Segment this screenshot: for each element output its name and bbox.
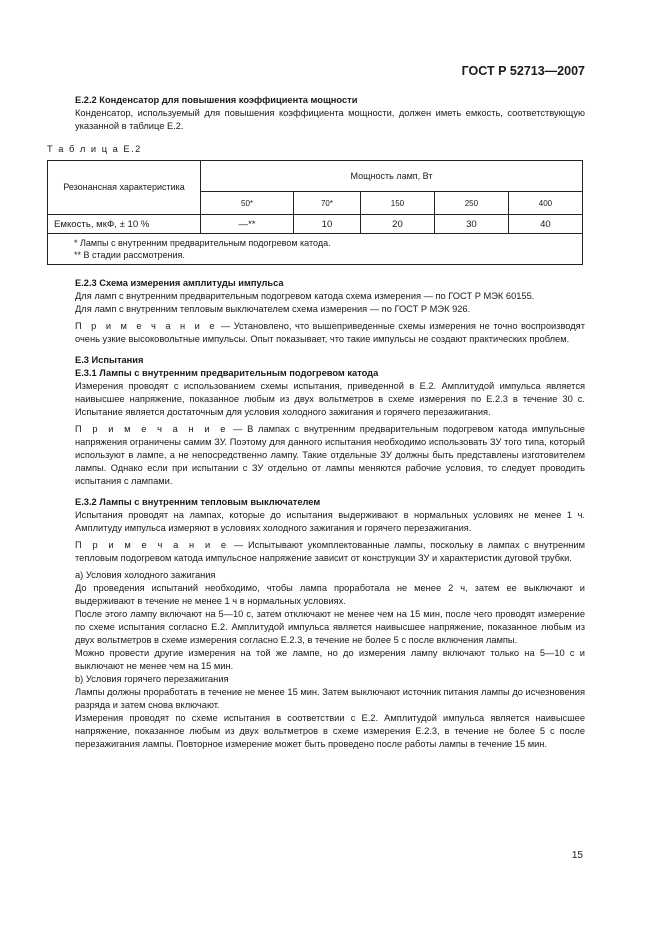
capacitance-table xyxy=(47,160,583,265)
cold-start-title: а) Условия холодного зажигания xyxy=(75,570,216,580)
document-code: ГОСТ Р 52713—2007 xyxy=(461,64,585,78)
table-col-150: 150 xyxy=(360,192,434,215)
cold-start-p2: После этого лампу включают на 5—10 с, затем отключают не менее чем на 15 мин, после чего проводят измерение по схеме испытания согласно Е.2. Амплитудой импульса является наивысшее напряжение, показанное любым из двух вольтметров в схеме измерения согласно Е.2.3, в течение не более 5 с после включения лампы. xyxy=(75,609,585,645)
table-cell: —** xyxy=(201,215,294,234)
cold-start-p3: Можно провести другие измерения на той же лампе, но до измерения лампу включают только на 5—10 с и выключают не менее чем на 15 мин. xyxy=(75,648,585,671)
section-e23-heading: Е.2.3 Схема измерения амплитуды импульса xyxy=(75,278,284,288)
page-number: 15 xyxy=(571,850,583,861)
table-col-70: 70* xyxy=(294,192,361,215)
table-head-power: Мощность ламп, Вт xyxy=(201,161,583,192)
table-footnote-2: ** В стадии рассмотрения. xyxy=(74,250,185,260)
cold-start-p1: До проведения испытаний необходимо, чтобы лампа проработала не менее 2 ч, затем ее выключают и выдерживают в течение не менее 1 ч в нормальных условиях. xyxy=(75,583,585,606)
note-text: — Испытывают укомплектованные лампы, поскольку в лампах с внутренним тепловым подогревом катода импульсное напряжение зависит от конструкции ЗУ и характеристик дуговой трубки. xyxy=(75,540,585,563)
section-e23-note xyxy=(75,320,585,346)
section-e32-heading: Е.3.2 Лампы с внутренним тепловым выключателем xyxy=(75,497,321,507)
table-cell: 40 xyxy=(508,215,582,234)
table-col-400: 400 xyxy=(508,192,582,215)
note-prefix: П р и м е ч а н и е xyxy=(75,540,230,550)
hot-restart-title: b) Условия горячего перезажигания xyxy=(75,674,229,684)
table-footnotes xyxy=(48,234,583,265)
hot-restart-p1: Лампы должны проработать в течение не менее 15 мин. Затем выключают источник питания лампы до исчезновения разряда и затем снова включают. xyxy=(75,687,585,710)
section-e22-heading: Е.2.2 Конденсатор для повышения коэффициента мощности xyxy=(75,95,358,105)
section-e3-heading: Е.3 Испытания xyxy=(75,355,144,365)
table-cell: 20 xyxy=(360,215,434,234)
note-prefix: П р и м е ч а н и е xyxy=(75,424,229,434)
section-e31-heading: Е.3.1 Лампы с внутренним предварительным подогревом катода xyxy=(75,368,379,378)
table-col-250: 250 xyxy=(434,192,508,215)
section-e31-note xyxy=(75,423,585,488)
section-e32-p1: Испытания проводят на лампах, которые до испытания выдерживают в нормальных условиях не менее 1 ч. Амплитуду импульса измеряют в условиях холодного зажигания и горячего перезажигания. xyxy=(75,510,585,533)
note-text: — В лампах с внутренним предварительным подогревом катода импульсные напряжения ограничены самим ЗУ. Поэтому для данного испытания необходимо использовать ЗУ того типа, который используют в лампе, а не непосредственно лампу. Такие отдельные ЗУ должны быть представлены изготовителем лампы. Однако если при испытании с ЗУ отдельно от лампы меняются рабочие условия, то следует проводить испытания с лампами. xyxy=(75,424,585,486)
note-prefix: П р и м е ч а н и е xyxy=(75,321,218,331)
hot-restart-p2: Измерения проводят по схеме испытания в соответствии с Е.2. Амплитудой импульса является наивысшее напряжение, показанное любым из двух вольтметров в схеме измерения Е.2.3, в течение не более 5 с после перезажигания лампы. Повторное измерение может быть проведено после работы лампы в течение 15 мин. xyxy=(75,713,585,749)
table-footnote-1: * Лампы с внутренним предварительным подогревом катода. xyxy=(74,238,331,248)
table-col-50: 50* xyxy=(201,192,294,215)
section-e23-p1: Для ламп с внутренним предварительным подогревом катода схема измерения — по ГОСТ Р МЭК 60155. xyxy=(75,291,535,301)
page-content xyxy=(47,94,585,751)
section-e31-p1: Измерения проводят с использованием схемы испытания, приведенной в Е.2. Амплитудой импульса является наивысшее напряжение, показанное любым из двух вольтметров в схеме измерения по Е.2.3 в течение 30 с. Испытание является достаточным для условия холодного зажигания и горячего перезажигания. xyxy=(75,381,585,417)
section-e23-p2: Для ламп с внутренним тепловым выключателем схема измерения — по ГОСТ Р МЭК 926. xyxy=(75,304,471,314)
section-e22-text: Конденсатор, используемый для повышения коэффициента мощности, должен иметь емкость, соответствующую указанной в таблице Е.2. xyxy=(75,108,585,131)
table-caption: Т а б л и ц а Е.2 xyxy=(47,144,142,154)
table-head-characteristic: Резонансная характеристика xyxy=(48,161,201,215)
table-cell: 30 xyxy=(434,215,508,234)
table-row-label: Емкость, мкФ, ± 10 % xyxy=(48,215,201,234)
section-e32-note xyxy=(75,539,585,565)
table-cell: 10 xyxy=(294,215,361,234)
note-text: — Установлено, что вышеприведенные схемы измерения не точно воспроизводят очень узкие высоковольтные импульсы. Опыт показывает, что такие импульсы не создают практических проблем. xyxy=(75,321,585,344)
